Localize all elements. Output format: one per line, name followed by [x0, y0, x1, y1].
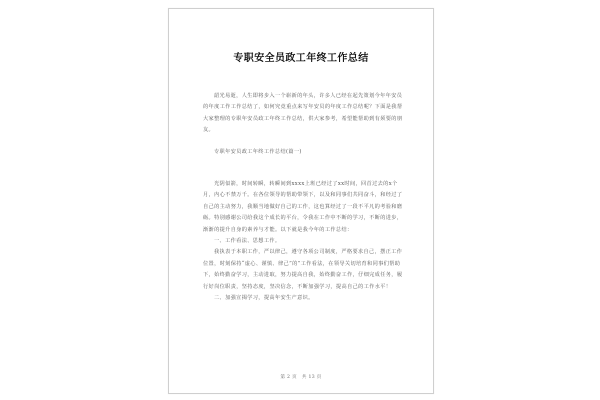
main-section: [203, 179, 403, 304]
subtitle-section: [203, 147, 403, 158]
section-heading-1: 一、工作看法、思想工作。: [214, 238, 281, 245]
intro-paragraph: 韶光易逝，人生即将步入一个崭新的年头，许多人已经在起先策划今年年安员的年度工作工作总结了，如何究竟重点来写年安员的年度工作总结呢？下面是我帮大家整理的专职年安员政工年终工作总结，供大家参考，希望能帮助到有须要的朋友。: [203, 93, 403, 134]
body-paragraph: 我执表于本职工作，严以律己，遵守各项公司制度，严格要求自己，摆正工作位置，时刻保持“虚心、谨慎、律己”的”工作看法，在领导关切培育和同事们帮助下，始终勤奋学习，主动进取，努力提高自我，始终勤奋工作，仔细完成任务，履行好岗位职责，坚持态度，坚决信念，不断加强学习，提高自己的工作水平！: [203, 249, 403, 290]
section-heading-2: 二、加强宣揭学习，提高年安生产意识。: [214, 295, 314, 302]
document-page: [168, 8, 434, 394]
body-paragraph: 光阴似箭，时间转瞬，转瞬间到xxxx上班已经过了xx时间，回首过去的x个月，内心不禁万千。在各位领导的帮助带领下，以及和同事们共同奋斗，和经过了自己的主动努力，我顺当地做好自己的工作，这也算经过了一段不平凡的考验和磨砺。特别感谢公司给我这个成长的平台，令我在工作中不断的学习，不断的进步，渐渐的提升自身的素养与才能。以下就是我今年的工作总结：: [203, 181, 403, 233]
page-footer: 第 2 页 共 13 页: [280, 375, 322, 380]
section-subtitle: 专职年安员政工年终工作总结(篇一): [214, 149, 302, 155]
intro-section: [203, 91, 403, 137]
document-title: 专职安全员政工年终工作总结: [233, 53, 369, 64]
